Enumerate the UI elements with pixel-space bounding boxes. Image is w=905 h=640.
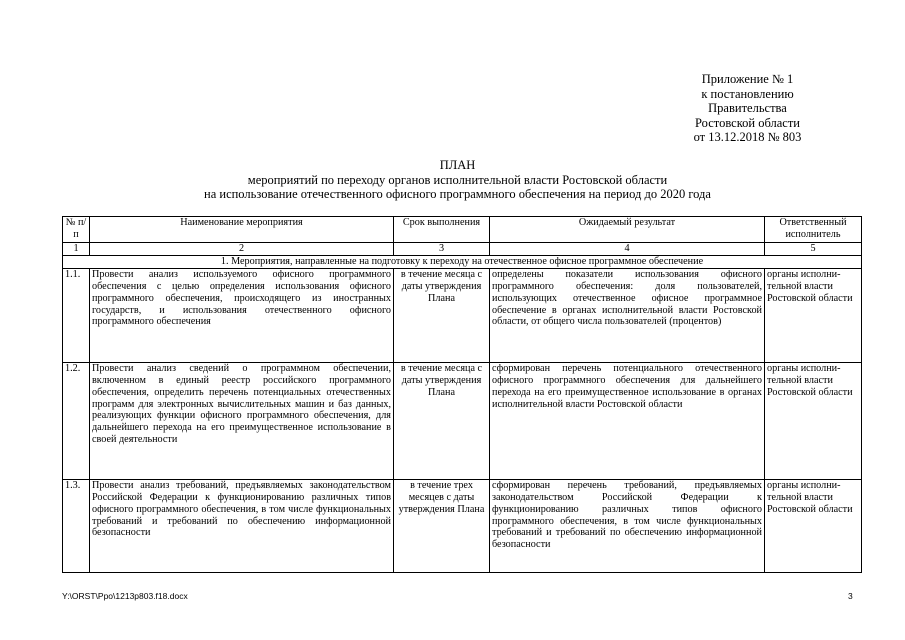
row-result: определены показатели использования офисного программного обеспечения: доля пользователей, использующих отечественное офисное программное обеспечение в органах исполнительной власти Ростовской области, от общего числа пользователей (процентов) (490, 268, 765, 362)
title-heading: ПЛАН (439, 158, 476, 172)
appendix-line: от 13.12.2018 № 803 (693, 130, 802, 144)
header-term: Срок выполнения (394, 217, 490, 243)
row-result: сформирован перечень потенциального отечественного офисного программного обеспечения для дальнейшего перехода на его преимущественное использование в органах исполнительной власти Ростовской области (490, 362, 765, 479)
appendix-line: Правительства (708, 101, 787, 115)
row-term: в течение месяца с даты утверждения Плана (394, 268, 490, 362)
row-term: в течение трех месяцев с даты утверждения Плана (394, 479, 490, 572)
section-row (63, 255, 862, 268)
table-row (63, 479, 862, 572)
row-name: Провести анализ используемого офисного программного обеспечения с целью определения использования офисного программного обеспечения, происходящего из иностранных государств, и использования отечественного офисного программного обеспечения (90, 268, 394, 362)
appendix-block (640, 72, 855, 145)
row-num: 1.1. (63, 268, 90, 362)
header-num: № п/п (63, 217, 90, 243)
row-resp: органы исполни-тельной власти Ростовской области (765, 268, 862, 362)
column-number-row (63, 243, 862, 256)
row-name: Провести анализ сведений о программном обеспечении, включенном в единый реестр российского программного обеспечения, определить перечень потенциальных отечественных программ для электронных вычислительных машин и баз данных, реализующих функции офисного программного обеспечения, для дальнейшего перехода на его преимущественное использование в своей деятельности (90, 362, 394, 479)
column-number: 5 (765, 243, 862, 256)
table-header-row (63, 217, 862, 243)
title-line: мероприятий по переходу органов исполнительной власти Ростовской области (247, 172, 668, 187)
row-result: сформирован перечень требований, предъявляемых законодательством Российской Федерации к функционированию различных типов офисного программного обеспечения, в том числе функциональных требований и требований по обеспечению информационной безопасности (490, 479, 765, 572)
page-number: 3 (848, 591, 853, 601)
header-resp: Ответственный исполнитель (765, 217, 862, 243)
document-title (60, 158, 855, 202)
column-number: 2 (90, 243, 394, 256)
row-resp: органы исполни-тельной власти Ростовской области (765, 479, 862, 572)
header-name: Наименование мероприятия (90, 217, 394, 243)
row-num: 1.3. (63, 479, 90, 572)
table-row (63, 268, 862, 362)
row-num: 1.2. (63, 362, 90, 479)
plan-table (62, 216, 862, 573)
column-number: 1 (63, 243, 90, 256)
header-result: Ожидаемый результат (490, 217, 765, 243)
row-name: Провести анализ требований, предъявляемых законодательством Российской Федерации к функционированию различных типов офисного программного обеспечения, в том числе функциональных требований и требований по обеспечению информационной безопасности (90, 479, 394, 572)
footer-file-path: Y:\ORST\Ppo\1213p803.f18.docx (62, 591, 188, 601)
row-resp: органы исполни-тельной власти Ростовской области (765, 362, 862, 479)
section-title: 1. Мероприятия, направленные на подготовку к переходу на отечественное офисное программное обеспечение (63, 255, 862, 268)
appendix-line: Ростовской области (695, 115, 800, 130)
table-row (63, 362, 862, 479)
title-line: на использование отечественного офисного программного обеспечения на период до 2020 года (204, 187, 711, 201)
column-number: 3 (394, 243, 490, 256)
appendix-line: Приложение № 1 (701, 72, 794, 86)
column-number: 4 (490, 243, 765, 256)
row-term: в течение месяца с даты утверждения Плана (394, 362, 490, 479)
appendix-line: к постановлению (701, 86, 794, 101)
